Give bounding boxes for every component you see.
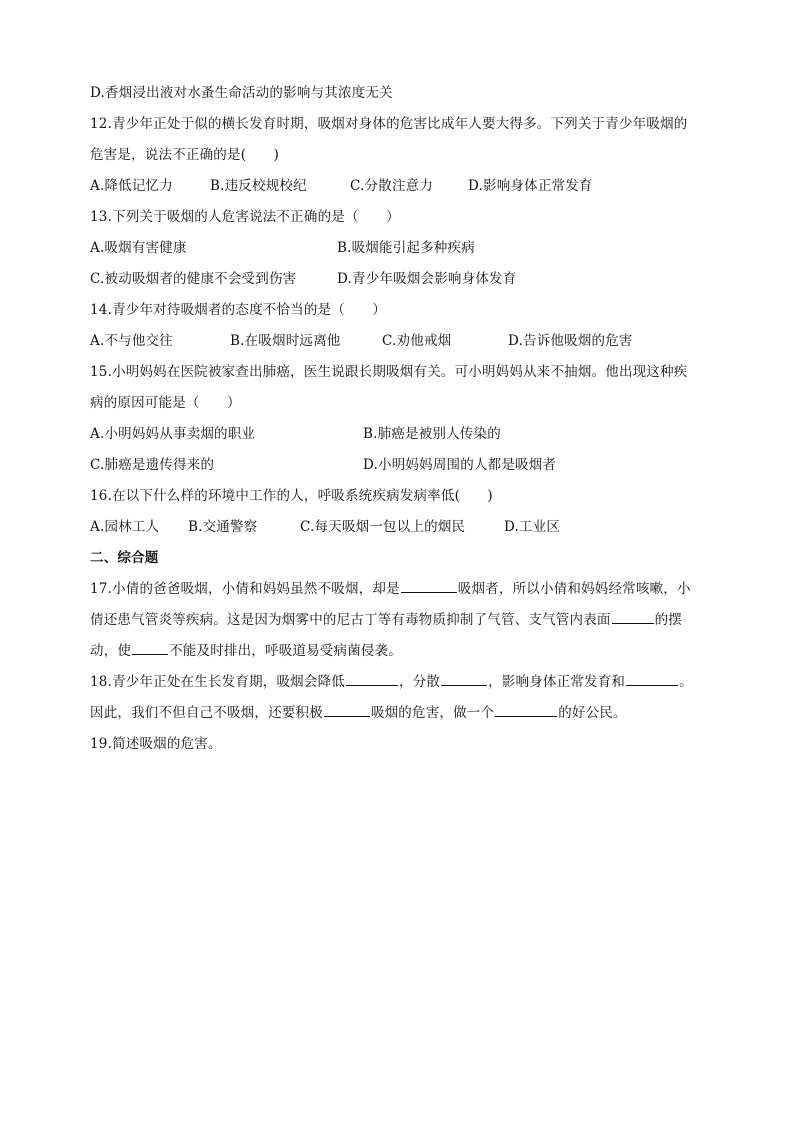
q17-text-3a: 动，使 — [90, 643, 132, 659]
q17-line-2 — [90, 605, 710, 636]
q18-text-1a: 18.青少年正处在生长发育期，吸烟会降低 — [90, 674, 345, 690]
q15-option-b: B.肺癌是被别人传染的 — [363, 426, 501, 442]
q13-option-b: B.吸烟能引起多种疾病 — [337, 240, 475, 256]
q18-line-2 — [90, 698, 710, 729]
q16-option-b: B.交通警察 — [188, 519, 258, 535]
q17-text-2b: 的摆 — [654, 612, 683, 628]
q18-text-1b: ，分散 — [398, 674, 441, 690]
q13-stem: 13.下列关于吸烟的人危害说法不正确的是（ ） — [90, 209, 400, 225]
q18-text-2c: 的好公民。 — [558, 705, 627, 721]
q14-options — [90, 326, 710, 357]
q13-option-d: D.青少年吸烟会影响身体发育 — [337, 271, 517, 287]
q19-stem: 19.简述吸烟的危害。 — [90, 736, 222, 752]
q13-options-row-2 — [90, 264, 710, 295]
q16-option-d: D.工业区 — [504, 519, 561, 535]
q16-option-a: A.园林工人 — [90, 519, 160, 535]
q17-text-3b: 不能及时排出，呼吸道易受病菌侵袭。 — [169, 643, 403, 659]
q18-line-1 — [90, 667, 710, 698]
q15-option-d: D.小明妈妈周围的人都是吸烟者 — [363, 457, 557, 473]
q12-option-b: B.违反校规校纪 — [210, 178, 307, 194]
q17-line-1 — [90, 574, 710, 605]
q15-options-row-1 — [90, 419, 710, 450]
q18-blank-2[interactable] — [441, 671, 487, 686]
q14-stem: 14.青少年对待吸烟者的态度不恰当的是（ ） — [90, 302, 387, 318]
q13-options-row-1 — [90, 233, 710, 264]
q13-option-c: C.被动吸烟者的健康不会受到伤害 — [90, 271, 297, 287]
q12-stem-line-2: 危害是，说法不正确的是( ) — [90, 147, 280, 163]
q18-text-2a: 因此，我们不但自己不吸烟，还要积极 — [90, 705, 323, 721]
q15-option-a: A.小明妈妈从事卖烟的职业 — [90, 426, 256, 442]
q12-option-c: C.分散注意力 — [350, 178, 434, 194]
q17-text-1b: 吸烟者，所以小倩和妈妈经常咳嗽，小 — [457, 581, 691, 597]
q15-option-c: C.肺癌是遗传得来的 — [90, 457, 215, 473]
q18-blank-1[interactable] — [346, 671, 398, 686]
q14-option-a: A.不与他交往 — [90, 333, 173, 349]
q12-stem-line-1: 12.青少年正处于似的横长发育时期，吸烟对身体的危害比成年人要大得多。下列关于青少年吸烟的 — [90, 116, 688, 132]
q11-option-d: D.香烟浸出液对水蚤生命活动的影响与其浓度无关 — [90, 85, 393, 101]
q18-text-1c: ，影响身体正常发育和 — [488, 674, 626, 690]
q15-stem-line-1: 15.小明妈妈在医院被家查出肺癌，医生说跟长期吸烟有关。可小明妈妈从来不抽烟。他出现这种疾 — [90, 364, 688, 380]
q17-blank-3[interactable] — [132, 640, 168, 655]
q12-option-a: A.降低记忆力 — [90, 178, 173, 194]
q14-option-c: C.劝他戒烟 — [382, 333, 452, 349]
q18-blank-3[interactable] — [626, 671, 678, 686]
q18-blank-5[interactable] — [495, 702, 557, 717]
q12-option-d: D.影响身体正常发育 — [468, 178, 593, 194]
section-2-heading: 二、综合题 — [90, 550, 159, 566]
q17-line-3 — [90, 636, 710, 667]
q18-text-2b: 吸烟的危害，做一个 — [370, 705, 495, 721]
q14-option-d: D.告诉他吸烟的危害 — [508, 333, 633, 349]
q12-options — [90, 171, 710, 202]
q14-option-b: B.在吸烟时远离他 — [230, 333, 341, 349]
q16-options — [90, 512, 710, 543]
q18-text-1d: 。 — [679, 674, 693, 690]
worksheet-page — [90, 78, 710, 760]
q16-stem: 16.在以下什么样的环境中工作的人，呼吸系统疾病发病率低( ) — [90, 488, 493, 504]
q17-blank-1[interactable] — [401, 578, 457, 593]
q16-option-c: C.每天吸烟一包以上的烟民 — [300, 519, 466, 535]
q15-options-row-2 — [90, 450, 710, 481]
q15-stem-line-2: 病的原因可能是（ ） — [90, 395, 241, 411]
q17-text-1a: 17.小倩的爸爸吸烟，小倩和妈妈虽然不吸烟，却是 — [90, 581, 400, 597]
q17-blank-2[interactable] — [612, 609, 654, 624]
q17-text-2a: 倩还患气管炎等疾病。这是因为烟雾中的尼古丁等有毒物质抑制了气管、支气管内表面 — [90, 612, 611, 628]
q13-option-a: A.吸烟有害健康 — [90, 240, 187, 256]
q18-blank-4[interactable] — [324, 702, 370, 717]
